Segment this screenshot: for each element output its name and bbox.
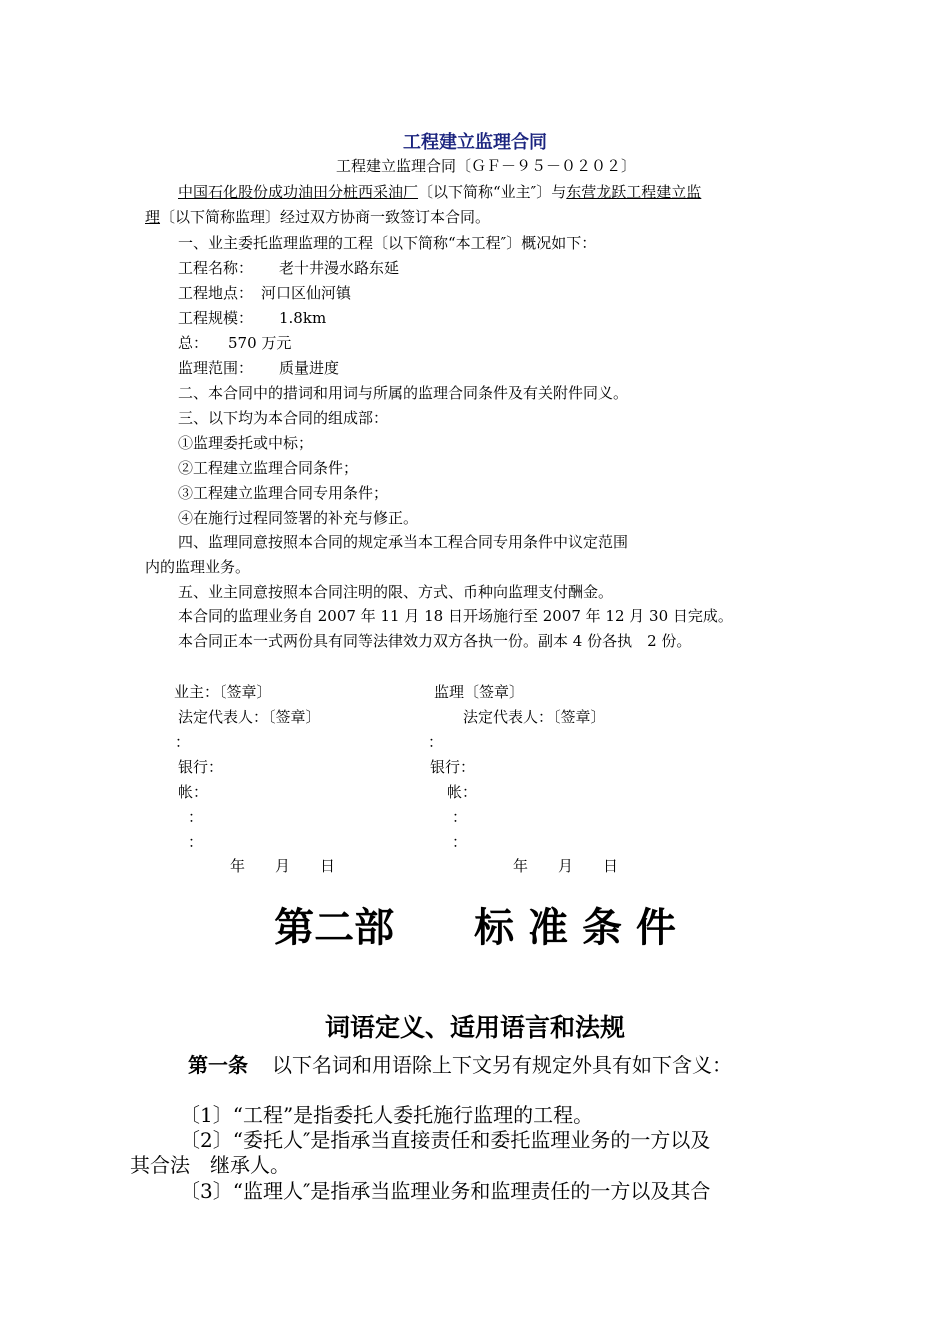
- total-label: 总：: [178, 334, 209, 352]
- copies-statement: 本合同正本一式两份具有同等法律效力双方各执一份。副本 4 份各执 2 份。: [178, 632, 692, 650]
- article-1-label: 第一条: [188, 1053, 248, 1077]
- service-period: 本合同的监理业务自 2007 年 11 月 18 日开场施行至 2007 年 12 月 30 日完成。: [178, 607, 733, 625]
- clause-3: 三、以下均为本合同的组成部：: [178, 409, 389, 427]
- owner-bank-field: 银行：: [178, 758, 224, 776]
- section-title: 词语定义、适用语言和法规: [324, 1013, 625, 1042]
- part-two-heading: 第二部 标 准 条 件: [274, 905, 676, 951]
- article-1: [188, 1051, 732, 1079]
- intro-tail: 〔以下简称监理〕经过双方协商一致签订本合同。: [160, 208, 491, 226]
- supervisor-extra-field-2: ：: [452, 833, 468, 851]
- supervisor-bank-field: 银行：: [430, 758, 476, 776]
- contract-code-line: 工程建立监理合同〔ＧＦ－９５－０２０２〕: [336, 157, 637, 175]
- component-item-3: ③工程建立监理合同专用条件；: [178, 484, 389, 502]
- supervisor-account-field: 帐：: [447, 783, 478, 801]
- supervisor-address-field: ：: [428, 733, 444, 751]
- supervisor-date: 年 月 日: [513, 857, 619, 875]
- owner-date: 年 月 日: [230, 857, 336, 875]
- owner-extra-field-2: ：: [188, 833, 204, 851]
- intro-mid: 〔以下简称“业主″〕与: [418, 183, 567, 201]
- owner-signature-label: 业主：〔签章〕: [174, 683, 272, 701]
- clause-2: 二、本合同中的措词和用词与所属的监理合同条件及有关附件同义。: [178, 384, 629, 402]
- component-item-1: ①监理委托或中标；: [178, 434, 314, 452]
- owner-extra-field-1: ：: [188, 808, 204, 826]
- clause-4-line-1: 四、监理同意按照本合同的规定承当本工程合同专用条件中议定范围: [178, 533, 629, 551]
- component-item-2: ②工程建立监理合同条件；: [178, 459, 359, 477]
- clause-4-line-2: 内的监理业务。: [145, 558, 251, 576]
- scope-label: 监理范围：: [178, 359, 254, 377]
- owner-name: 中国石化股份成功油田分桩西采油厂: [178, 183, 419, 201]
- clause-5: 五、业主同意按照本合同注明的限、方式、币种向监理支付酬金。: [178, 583, 614, 601]
- clause-1: 一、业主委托监理监理的工程〔以下简称“本工程″〕概况如下：: [178, 234, 597, 252]
- supervisor-signature-label: 监理〔签章〕: [434, 683, 525, 701]
- intro-line-2: [145, 207, 490, 227]
- owner-address-field: ：: [175, 733, 191, 751]
- project-scale-label: 工程规模：: [178, 309, 254, 327]
- article-1-text: 以下名词和用语除上下文另有规定外具有如下含义：: [272, 1053, 732, 1077]
- project-name-value: 老十井漫水路东延: [279, 259, 400, 277]
- supervisor-name-b: 理: [145, 208, 161, 226]
- owner-account-field: 帐：: [178, 783, 209, 801]
- definition-2-line-2: 其合法 继承人。: [130, 1153, 290, 1177]
- project-location-value: 河口区仙河镇: [261, 284, 352, 302]
- supervisor-name-a: 东营龙跃工程建立监: [566, 183, 702, 201]
- supervisor-extra-field-1: ：: [452, 808, 468, 826]
- definition-3-line-1: 〔3〕“监理人″是指承当监理业务和监理责任的一方以及其合: [180, 1179, 711, 1203]
- supervisor-legal-rep: 法定代表人：〔签章〕: [463, 708, 606, 726]
- intro-line-1: [178, 182, 701, 202]
- definition-1: 〔1〕“工程”是指委托人委托施行监理的工程。: [180, 1103, 594, 1127]
- total-value: 570 万元: [228, 334, 292, 352]
- component-item-4: ④在施行过程同签署的补充与修正。: [178, 509, 419, 527]
- owner-legal-rep: 法定代表人：〔签章〕: [178, 708, 321, 726]
- project-name-label: 工程名称：: [178, 259, 254, 277]
- scope-value: 质量进度: [279, 359, 340, 377]
- project-scale-value: 1.8km: [279, 309, 327, 327]
- project-location-label: 工程地点：: [178, 284, 254, 302]
- contract-title: 工程建立监理合同: [403, 132, 547, 153]
- definition-2-line-1: 〔2〕“委托人″是指承当直接责任和委托监理业务的一方以及: [180, 1128, 711, 1152]
